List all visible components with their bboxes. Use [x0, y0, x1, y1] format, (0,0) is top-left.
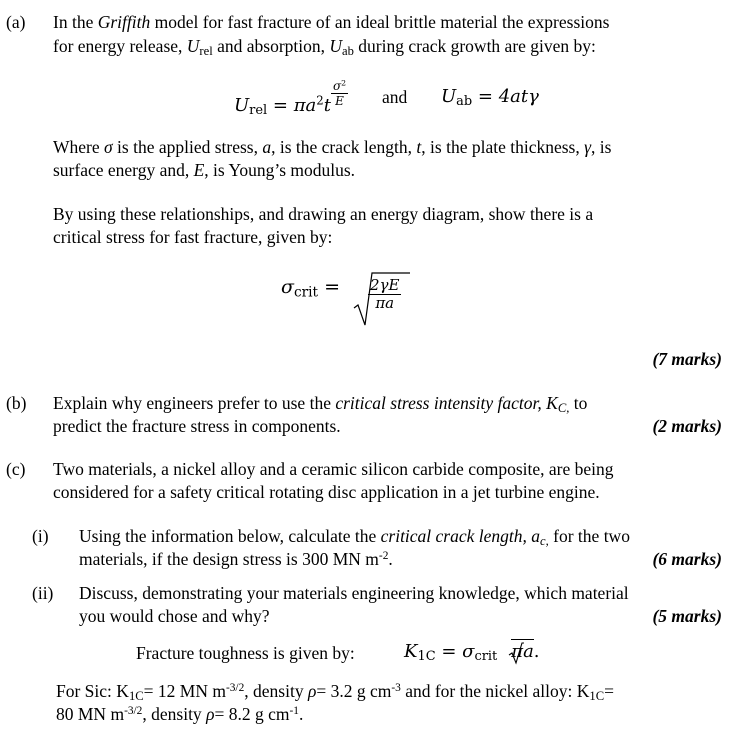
fracture-toughness-equation: $K_{1C} = \sigma_{crit}$ πa. [404, 641, 540, 665]
and-word: and [382, 87, 408, 107]
part-c-ii-line2: you would chose and why? [79, 606, 270, 626]
part-c-label: (c) [6, 459, 26, 479]
part-c-line1: Two materials, a nickel alloy and a ceramic silicon carbide composite, are being [53, 459, 614, 479]
fracture-toughness-text: Fracture toughness is given by: [136, 643, 355, 663]
part-b-line1: Explain why engineers prefer to use the critical stress intensity factor, $K_{C,}$ to [53, 393, 588, 416]
part-a-marks: (7 marks) [652, 349, 722, 369]
sic-data-line: For Sic: $K_{1C}= 12$ MN $m^{-3/2}$, density ρ= 3.2 g $cm^{-3}$ and for the nickel alloy: $K_{1C}=$ [56, 681, 614, 704]
part-c-i-line2: materials, if the design stress is 300 MN $m^{-2}$. [79, 549, 393, 569]
critical-stress-equation: $\sigma_{crit}$ = [281, 276, 341, 301]
energy-release-equation: $U_{rel} = \pi a^2t$ $\frac{\sigma^2}{E}$ [234, 78, 347, 119]
part-a-intro-line1: In the Griffith model for fast fracture of an ideal brittle material the expressions [53, 12, 610, 32]
by-using-line1: By using these relationships, and drawing an energy diagram, show there is a [53, 204, 594, 224]
part-c-ii-label: (ii) [32, 583, 54, 603]
energy-absorption-equation: $U_{ab} = 4at\gamma$ [441, 86, 539, 110]
part-c-ii-line1: Discuss, demonstrating your materials engineering knowledge, which material [79, 583, 629, 603]
part-b-marks: (2 marks) [652, 416, 722, 436]
where-line1: Where σ is the applied stress, a, is the crack length, t, is the plate thickness, γ, is [53, 137, 612, 157]
part-b-line2: predict the fracture stress in components. [53, 416, 341, 436]
part-a-intro-line2: for energy release, $U_{rel}$ and absorption, $U_{ab}$ during crack growth are given by: [53, 36, 596, 59]
part-c-i-line1: Using the information below, calculate the critical crack length, $a_{c,}$ for the two [79, 526, 630, 549]
where-line2: surface energy and, E, is Young’s modulus. [53, 160, 356, 180]
by-using-line2: critical stress for fast fracture, given by: [53, 227, 333, 247]
part-c-i-marks: (6 marks) [652, 549, 722, 569]
part-a-label: (a) [6, 12, 26, 32]
part-c-line2: considered for a safety critical rotating disc application in a jet turbine engine. [53, 482, 600, 502]
nickel-data-line: 80 MN $m^{-3/2}$, density ρ= 8.2 g $cm^{-1}$. [56, 704, 304, 724]
part-c-ii-marks: (5 marks) [652, 606, 722, 626]
critical-stress-fraction: $\frac{2\gamma E}{\pi a}$ [370, 276, 400, 312]
part-c-i-label: (i) [32, 526, 49, 546]
part-b-label: (b) [6, 393, 27, 413]
toughness-root-sign [508, 641, 524, 665]
